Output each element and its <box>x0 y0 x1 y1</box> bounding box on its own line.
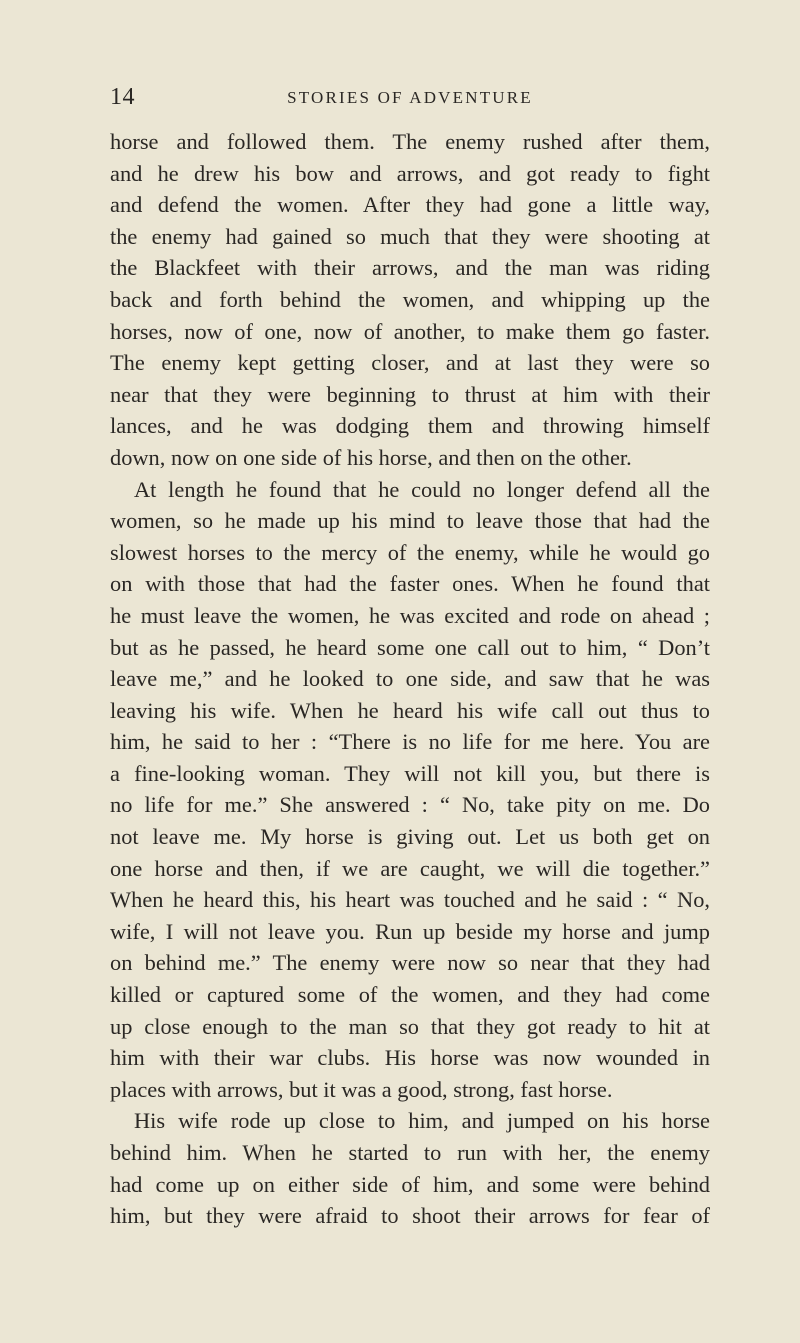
text-line: the enemy had gained so much that they were shooting at <box>110 223 710 249</box>
text-line: but as he passed, he heard some one call out to him, “ Don’t <box>110 634 710 660</box>
text-line: one horse and then, if we are caught, we will die together.” <box>110 855 710 881</box>
text-line: had come up on either side of him, and some were behind <box>110 1171 710 1197</box>
text-line: women, so he made up his mind to leave those that had the <box>110 508 710 534</box>
text-line: places with arrows, but it was a good, strong, fast horse. <box>110 1076 613 1102</box>
text-line: back and forth behind the women, and whipping up the <box>110 286 710 312</box>
text-line: near that they were beginning to thrust at him with their <box>110 381 710 407</box>
text-line: lances, and he was dodging them and throwing himself <box>110 413 710 439</box>
text-line: a fine-looking woman. They will not kill you, but there is <box>110 760 710 786</box>
text-line: slowest horses to the mercy of the enemy, while he would go <box>110 539 710 565</box>
text-line: he must leave the women, he was excited and rode on ahead ; <box>110 602 710 628</box>
text-line: wife, I will not leave you. Run up beside my horse and jump <box>110 918 710 944</box>
text-line: on with those that had the faster ones. When he found that <box>110 571 710 597</box>
text-line: him, but they were afraid to shoot their arrows for fear of <box>110 1203 710 1229</box>
text-line: him with their war clubs. His horse was now wounded in <box>110 1045 710 1071</box>
text-line: leaving his wife. When he heard his wife call out thus to <box>110 697 710 723</box>
text-line: no life for me.” She answered : “ No, take pity on me. Do <box>110 792 710 818</box>
text-line: the Blackfeet with their arrows, and the man was riding <box>110 255 710 281</box>
text-line: behind him. When he started to run with her, the enemy <box>110 1140 710 1165</box>
text-line: not leave me. My horse is giving out. Let us both get on <box>110 824 710 850</box>
running-head: STORIES OF ADVENTURE <box>287 88 533 107</box>
text-line: and defend the women. After they had gone a little way, <box>110 192 710 218</box>
text-line: leave me,” and he looked to one side, and saw that he was <box>110 666 710 692</box>
page-number: 14 <box>110 84 135 110</box>
text-line: horses, now of one, now of another, to make them go faster. <box>110 318 710 344</box>
text-line: up close enough to the man so that they got ready to hit at <box>110 1013 710 1039</box>
text-line: At length he found that he could no longer defend all the <box>134 476 710 502</box>
text-line: down, now on one side of his horse, and then on the other. <box>110 444 632 470</box>
text-line: him, he said to her : “There is no life for me here. You are <box>110 729 710 755</box>
body-text <box>110 126 710 1232</box>
page-header <box>110 84 710 114</box>
text-line: on behind me.” The enemy were now so near that they had <box>110 950 710 976</box>
text-line: When he heard this, his heart was touched and he said : “ No, <box>110 887 710 913</box>
text-line: His wife rode up close to him, and jumped on his horse <box>134 1108 710 1134</box>
text-line: The enemy kept getting closer, and at last they were so <box>110 350 710 376</box>
text-line: horse and followed them. The enemy rushed after them, <box>110 129 710 154</box>
text-line: and he drew his bow and arrows, and got ready to fight <box>110 160 710 186</box>
text-line: killed or captured some of the women, and they had come <box>110 982 710 1008</box>
